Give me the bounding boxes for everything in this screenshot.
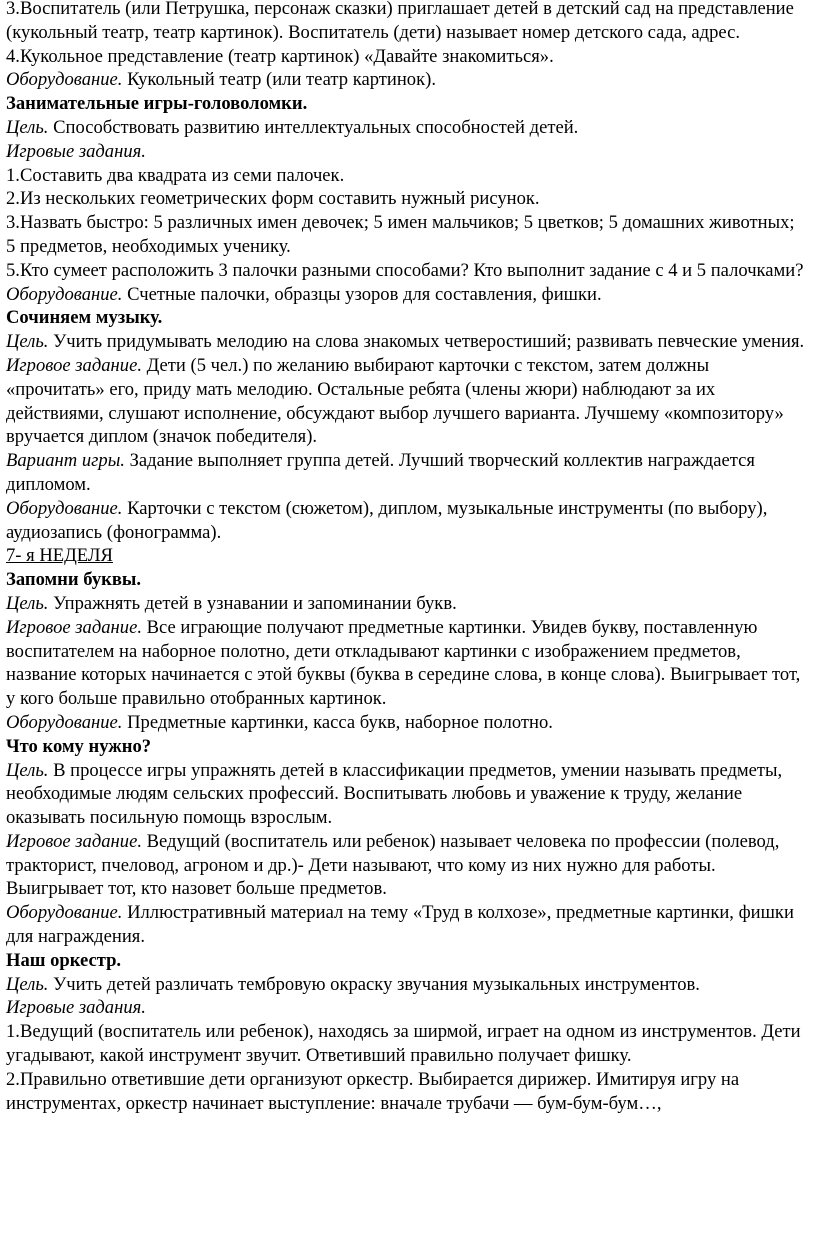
label-goal: Цель. [6,973,49,995]
label-equipment: Оборудование. [6,283,123,305]
label-goal: Цель. [6,331,49,353]
text-goal: Способствовать развитию интеллектуальных способностей детей. [48,116,579,138]
paragraph-equipment [6,497,808,545]
text-equipment: Кукольный театр (или театр картинок). [122,69,436,91]
label-game-task: Игровое задание. [6,830,142,852]
paragraph-goal [6,592,808,616]
label-goal: Цель. [6,116,49,138]
label-game-variant: Вариант игры. [6,450,125,472]
label-goal: Цель. [6,592,49,614]
heading-who-needs-what: Что кому нужно? [6,735,152,757]
label-game-tasks: Игровые задания. [6,997,146,1019]
paragraph-game-task [6,830,808,901]
task-item: 3.Назвать быстро: 5 различных имен девочек; 5 имен мальчиков; 5 цветков; 5 домашних животных; 5 предметов, необходимых ученику. [6,212,795,257]
text-equipment: Иллюстративный материал на тему «Труд в колхозе», предметные картинки, фишки для награждения. [6,902,794,948]
text-game-variant: Задание выполняет группа детей. Лучший творческий коллектив награждается дипломом. [6,450,755,495]
text-equipment: Карточки с текстом (сюжетом), диплом, музыкальные инструменты (по выбору), аудиозапись (фонограмма). [6,497,768,543]
task-item: 1.Составить два квадрата из семи палочек. [6,164,345,186]
task-item: 1.Ведущий (воспитатель или ребенок), находясь за ширмой, играет на одном из инструментов. Дети угадывают, какой инструмент звучит. Ответивший правильно получает фишку. [6,1021,801,1067]
paragraph-puppet-show: 4.Кукольное представление (театр картинок) «Давайте знакомиться». [6,45,554,67]
label-equipment: Оборудование. [6,711,123,733]
text-equipment: Предметные картинки, касса букв, наборное полотно. [122,711,553,733]
paragraph-game-task [6,354,808,449]
paragraph-goal [6,330,808,354]
heading-our-orchestra: Наш оркестр. [6,949,122,971]
paragraph-equipment [6,283,808,307]
text-game-task: Дети (5 чел.) по желанию выбирают карточки с текстом, затем должны «прочитать» его, приду мать мелодию. Остальные ребята (члены жюри) наблюдают за их действиями, слушают исполнение, обсуждают выбор лучшего варианта. Лучшему «композитору» вручается диплом (значок победителя). [6,354,784,448]
label-equipment: Оборудование. [6,497,123,519]
heading-compose-music: Сочиняем музыку. [6,307,163,329]
text-goal: Учить придумывать мелодию на слова знакомых четверостиший; развивать певческие умения. [48,331,805,353]
task-item: 2.Правильно ответившие дети организуют оркестр. Выбирается дирижер. Имитируя игру на инструментах, оркестр начинает выступление: вначале трубачи — бум-бум-бум…, [6,1068,740,1114]
paragraph-goal [6,116,808,140]
paragraph-invitation: 3.Воспитатель (или Петрушка, персонаж сказки) приглашает детей в детский сад на представление (кукольный театр, театр картинок). Воспитатель (дети) называет номер детского сада, адрес. [6,0,794,43]
task-item: 5.Кто сумеет расположить 3 палочки разными способами? Кто выполнит задание с 4 и 5 палочками? [6,259,804,281]
label-equipment: Оборудование. [6,69,123,91]
text-equipment: Счетные палочки, образцы узоров для составления, фишки. [122,283,602,305]
paragraph-goal [6,973,808,997]
paragraph-equipment [6,901,808,949]
label-equipment: Оборудование. [6,902,123,924]
label-game-task: Игровое задание. [6,354,142,376]
paragraph-game-variant [6,449,808,497]
paragraph-equipment [6,68,808,92]
text-game-task: Ведущий (воспитатель или ребенок) называет человека по профессии (полевод, тракторист, пчеловод, агроном и др.)- Дети называют, что кому из них нужно для работы. Выигрывает тот, кто назовет больше предметов. [6,830,780,900]
text-game-task: Все играющие получают предметные картинки. Увидев букву, поставленную воспитателем на наборное полотно, дети откладывают картинки с изображением предметов, название которых начинается с этой буквы (буква в середине слова, в конце слова). Выигрывает тот, у кого больше правильно отобранных картинок. [6,616,801,710]
text-goal: В процессе игры упражнять детей в классификации предметов, умении называть предметы, необходимые людям сельских профессий. Воспитывать любовь и уважение к труду, желание оказывать посильную помощь взрослым. [6,759,783,829]
week-heading: 7- я НЕДЕЛЯ [6,545,113,567]
label-game-task: Игровое задание. [6,616,142,638]
heading-remember-letters: Запомни буквы. [6,569,142,591]
label-goal: Цель. [6,759,49,781]
paragraph-game-task [6,616,808,711]
label-game-tasks: Игровые задания. [6,140,146,162]
task-item: 2.Из нескольких геометрических форм составить нужный рисунок. [6,188,540,210]
paragraph-equipment [6,711,808,735]
text-goal: Учить детей различать тембровую окраску звучания музыкальных инструментов. [48,973,700,995]
document-body [6,0,808,1115]
text-goal: Упражнять детей в узнавании и запоминании букв. [48,592,457,614]
paragraph-goal [6,759,808,830]
heading-puzzle-games: Занимательные игры-головоломки. [6,93,308,115]
